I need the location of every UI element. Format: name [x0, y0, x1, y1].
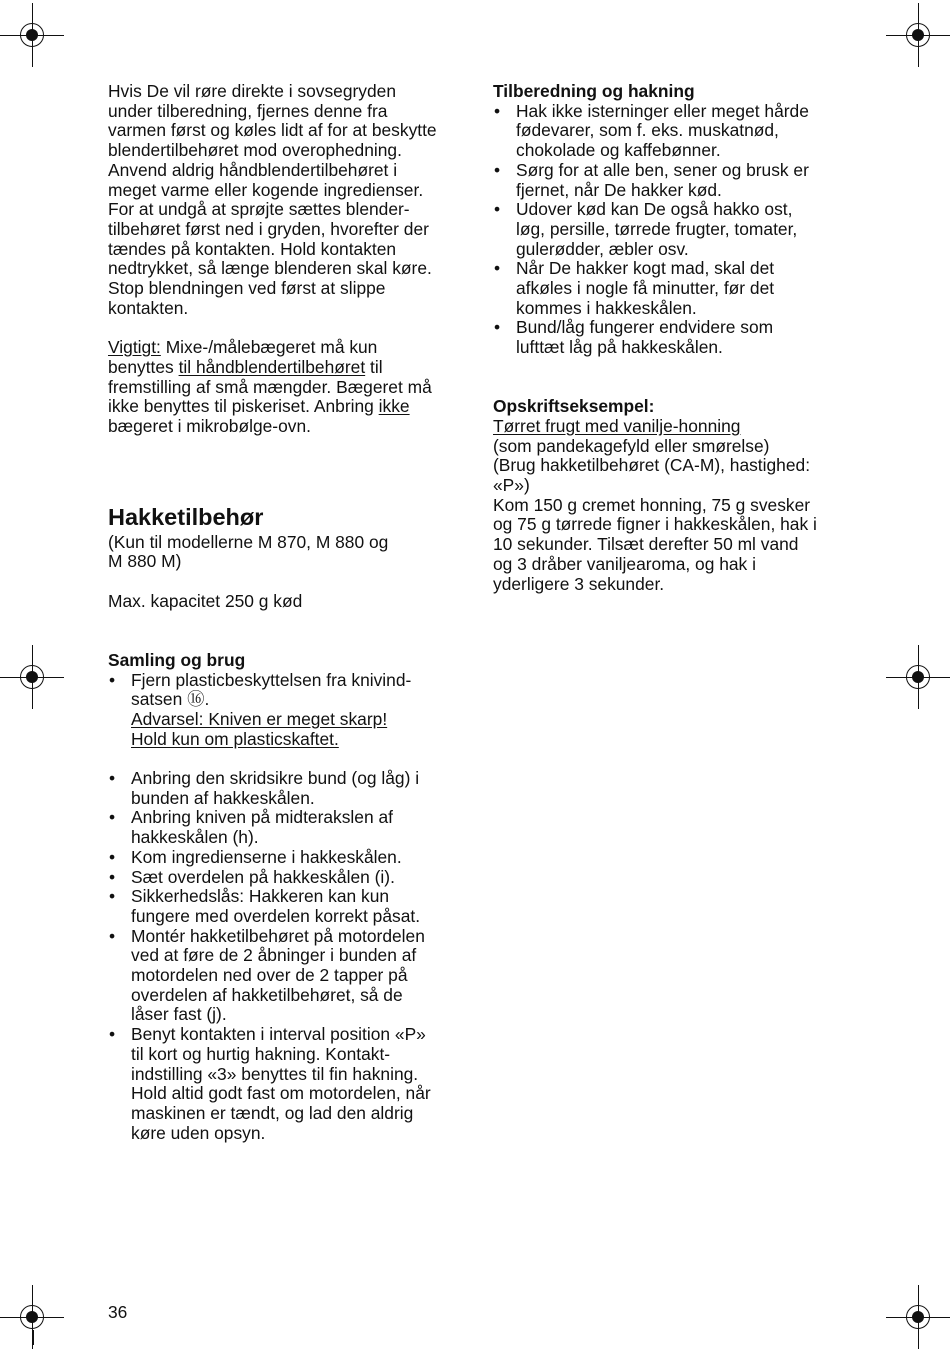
- list-item: • Hak ikke isterninger eller meget hårde fødevarer, som f. eks. muskatnød, chokolade og kaffebønner.: [493, 102, 845, 161]
- registration-mark-icon: [32, 1317, 33, 1318]
- subsection-title: Samling og brug: [108, 649, 246, 670]
- registration-mark-icon: [918, 1317, 919, 1318]
- subsection-title: Tilberedning og hakning: [493, 81, 695, 101]
- preparation-list: [493, 102, 845, 358]
- left-column: [108, 82, 463, 1143]
- list-item: • Kom ingredienserne i hakkeskålen.: [108, 848, 463, 868]
- models-note: (Kun til modellerne M 870, M 880 og M 880 M): [108, 531, 389, 572]
- warning-text: Hold kun om plasticskaftet.: [131, 728, 339, 749]
- page-number: 36: [108, 1302, 128, 1322]
- recipe-name: Tørret frugt med vanilje-honning: [493, 415, 741, 436]
- registration-mark-icon: [32, 35, 33, 36]
- registration-mark-icon: [32, 677, 33, 678]
- list-item: • Montér hakketilbehøret på motordelen ved at føre de 2 åbninger i bunden af motordelen ned over de 2 tapper på overdelen af hakketilbehøret, så de låser fast (j).: [108, 927, 463, 1026]
- section-heading: Hakketilbehør: [108, 503, 264, 530]
- intro-paragraph: Hvis De vil røre direkte i sovsegryden under tilberedning, fjernes denne fra varmen først og køles lidt af for at beskytte blendertilbehøret mod overophedning. Anvend aldrig håndblendertilbehøret i meget varme eller kogende ingredienser. For at undgå at sprøjte sættes blender- tilbehøret først ned i gryden, hvorefter der tændes på kontakten. Hold kontakten nedtrykket, så længe blenderen skal køre. Stop blendningen ved først at slippe kontakten.: [108, 81, 437, 318]
- right-column: [493, 82, 845, 594]
- list-item: • Anbring den skridsikre bund (og låg) i bunden af hakkeskålen.: [108, 769, 463, 808]
- list-item: • Benyt kontakten i interval position «P» til kort og hurtig hakning. Kontakt- indstilling «3» benyttes til fin hakning. Hold altid godt fast om motordelen, når maskinen er tændt, og lad den aldrig køre uden opsyn.: [108, 1025, 463, 1143]
- list-item: • Bund/låg fungerer endvidere som lufttæt låg på hakkeskålen.: [493, 318, 845, 357]
- list-item: • Når De hakker kogt mad, skal det afkøles i nogle få minutter, før det kommes i hakkeskålen.: [493, 259, 845, 318]
- recipe-title: Opskriftseksempel:: [493, 396, 655, 417]
- list-item: • Sørg for at alle ben, sener og brusk er fjernet, når De hakker kød.: [493, 161, 845, 200]
- recipe-text: (som pandekagefyld eller smørelse) (Brug hakketilbehøret (CA-M), hastighed: «P») Kom 150 g cremet honning, 75 g svesker og 75 g tørrede figner i hakkeskålen, hak i 10 sekunder. Tilsæt derefter 50 ml vand og 3 dråber vaniljearoma, og hak i yderligere 3 sekunder.: [493, 435, 817, 594]
- crop-line: [32, 1330, 34, 1345]
- important-label: Vigtigt:: [108, 337, 161, 358]
- assembly-list-continued: [108, 769, 463, 1143]
- capacity-note: Max. kapacitet 250 g kød: [108, 590, 303, 611]
- registration-mark-icon: [918, 677, 919, 678]
- registration-mark-icon: [918, 35, 919, 36]
- assembly-list: [108, 671, 463, 750]
- important-note: Vigtigt: Mixe-/målebægeret må kun benyttes til håndblendertilbehøret til fremstilling af små mængder. Bægeret må ikke benyttes til piskeriset. Anbring ikke bægeret i mikrobølge-ovn.: [108, 337, 432, 436]
- list-item: • Sikkerhedslås: Hakkeren kan kun fungere med overdelen korrekt påsat.: [108, 887, 463, 926]
- list-item: • Fjern plasticbeskyttelsen fra knivind- satsen ⑯. Advarsel: Kniven er meget skarp! Hold kun om plasticskaftet.: [108, 671, 463, 750]
- list-item: • Udover kød kan De også hakko ost, løg, persille, tørrede frugter, tomater, gulerødder, æbler osv.: [493, 200, 845, 259]
- list-item: • Anbring kniven på midterakslen af hakkeskålen (h).: [108, 808, 463, 847]
- warning-text: Advarsel: Kniven er meget skarp!: [131, 708, 388, 729]
- list-item: • Sæt overdelen på hakkeskålen (i).: [108, 868, 463, 888]
